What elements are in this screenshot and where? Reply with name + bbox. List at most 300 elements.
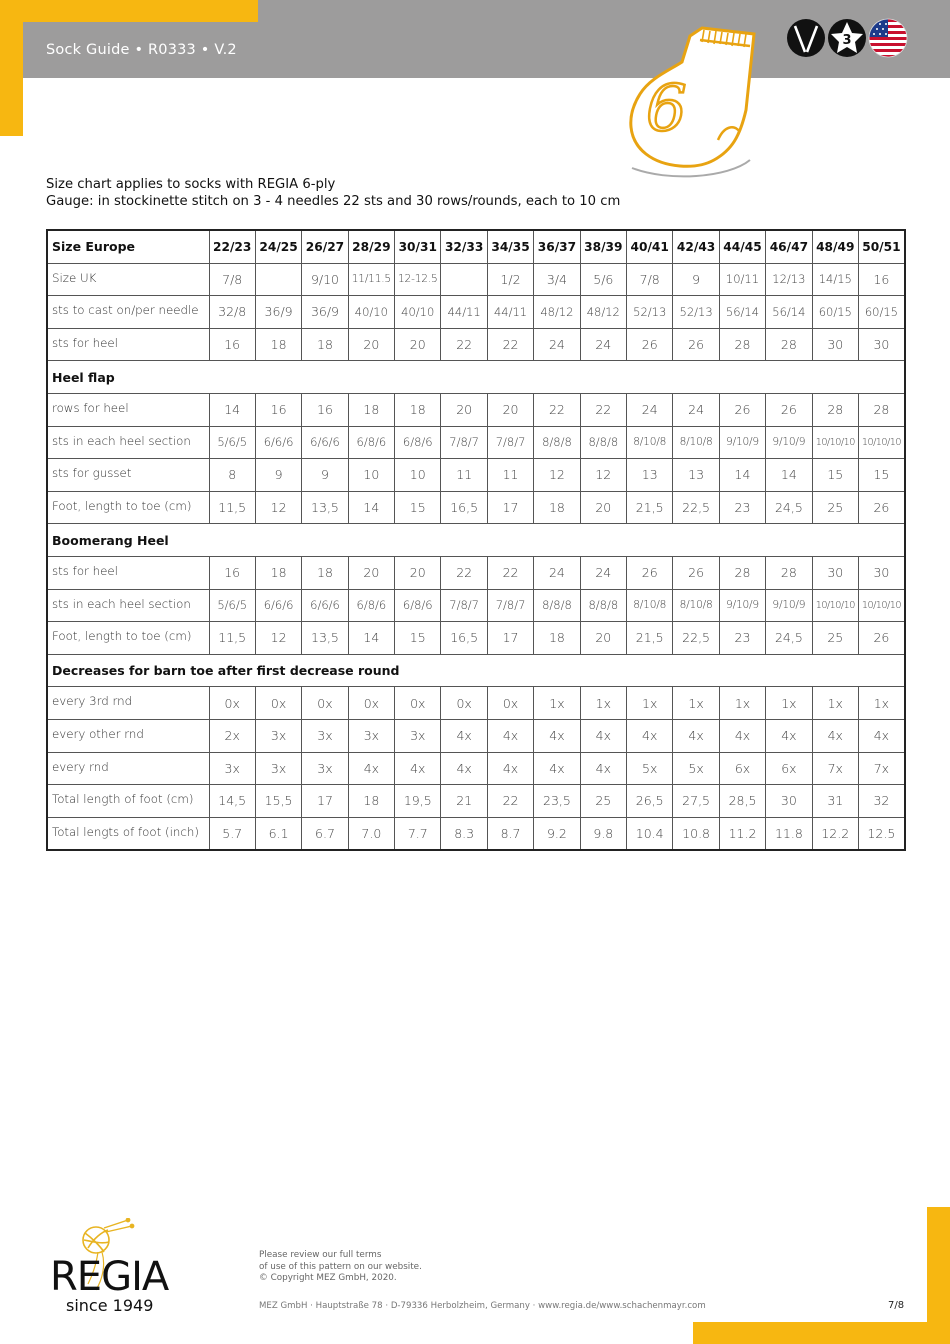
table-cell: 5.7 bbox=[209, 817, 255, 850]
size-header-cell: 46/47 bbox=[766, 230, 812, 263]
table-cell: 28,5 bbox=[719, 785, 765, 818]
table-cell: 1x bbox=[580, 687, 626, 720]
size-header-cell: 48/49 bbox=[812, 230, 858, 263]
table-cell: 20 bbox=[395, 556, 441, 589]
table-cell: 6x bbox=[719, 752, 765, 785]
yarn-weight-number: 6 bbox=[646, 72, 687, 146]
row-label: every rnd bbox=[47, 752, 209, 785]
section-title: Heel flap bbox=[47, 361, 905, 394]
table-cell: 4x bbox=[534, 719, 580, 752]
table-cell: 15 bbox=[395, 491, 441, 524]
table-cell: 27,5 bbox=[673, 785, 719, 818]
table-cell: 20 bbox=[348, 556, 394, 589]
table-cell: 6.1 bbox=[255, 817, 301, 850]
size-header-cell: 32/33 bbox=[441, 230, 487, 263]
table-cell: 26 bbox=[627, 328, 673, 361]
table-cell: 6/6/6 bbox=[302, 589, 348, 622]
table-cell: 26 bbox=[673, 328, 719, 361]
table-cell: 18 bbox=[348, 393, 394, 426]
table-cell: 56/14 bbox=[766, 296, 812, 329]
table-cell: 20 bbox=[580, 491, 626, 524]
table-cell: 22 bbox=[441, 328, 487, 361]
table-cell: 16 bbox=[302, 393, 348, 426]
table-cell: 30 bbox=[766, 785, 812, 818]
table-cell: 28 bbox=[719, 328, 765, 361]
table-cell: 22 bbox=[580, 393, 626, 426]
table-cell: 5x bbox=[627, 752, 673, 785]
table-cell: 16 bbox=[858, 263, 904, 296]
table-cell: 14/15 bbox=[812, 263, 858, 296]
difficulty-level: 3 bbox=[842, 33, 852, 48]
table-cell: 25 bbox=[812, 622, 858, 655]
document-title: Sock Guide • R0333 • V.2 bbox=[46, 42, 237, 58]
table-cell: 15 bbox=[395, 622, 441, 655]
row-label: Total length of foot (cm) bbox=[47, 785, 209, 818]
row-label: Size UK bbox=[47, 263, 209, 296]
table-cell: 60/15 bbox=[858, 296, 904, 329]
table-cell: 7x bbox=[812, 752, 858, 785]
table-cell: 7/8 bbox=[627, 263, 673, 296]
table-cell: 14 bbox=[719, 459, 765, 492]
table-cell: 5/6/5 bbox=[209, 589, 255, 622]
yellow-accent-top bbox=[0, 0, 258, 22]
table-cell: 4x bbox=[858, 719, 904, 752]
table-cell: 26 bbox=[858, 622, 904, 655]
table-cell: 30 bbox=[812, 556, 858, 589]
table-cell: 0x bbox=[395, 687, 441, 720]
table-cell: 0x bbox=[209, 687, 255, 720]
table-row bbox=[47, 752, 905, 785]
table-cell: 17 bbox=[302, 785, 348, 818]
table-cell: 15 bbox=[858, 459, 904, 492]
regia-logo bbox=[44, 1218, 184, 1316]
table-cell: 1x bbox=[719, 687, 765, 720]
table-cell: 22,5 bbox=[673, 622, 719, 655]
table-cell: 31 bbox=[812, 785, 858, 818]
table-cell: 4x bbox=[348, 752, 394, 785]
table-cell: 8/8/8 bbox=[534, 426, 580, 459]
table-cell: 1x bbox=[858, 687, 904, 720]
table-cell: 20 bbox=[395, 328, 441, 361]
table-cell: 9.8 bbox=[580, 817, 626, 850]
table-row bbox=[47, 426, 905, 459]
table-cell: 17 bbox=[487, 622, 533, 655]
table-row bbox=[47, 296, 905, 329]
table-cell: 11/11.5 bbox=[348, 263, 394, 296]
difficulty-star-icon bbox=[828, 19, 866, 57]
table-cell: 22 bbox=[534, 393, 580, 426]
table-cell: 4x bbox=[395, 752, 441, 785]
table-cell: 24 bbox=[534, 556, 580, 589]
table-row bbox=[47, 556, 905, 589]
table-cell: 4x bbox=[580, 719, 626, 752]
section-row bbox=[47, 524, 905, 557]
table-cell: 13,5 bbox=[302, 491, 348, 524]
table-cell: 11,5 bbox=[209, 491, 255, 524]
size-header-cell: 42/43 bbox=[673, 230, 719, 263]
table-cell: 4x bbox=[673, 719, 719, 752]
table-cell: 1x bbox=[812, 687, 858, 720]
table-cell: 8/8/8 bbox=[534, 589, 580, 622]
table-cell: 13 bbox=[627, 459, 673, 492]
table-cell: 9/10/9 bbox=[719, 426, 765, 459]
row-label: sts for heel bbox=[47, 328, 209, 361]
table-cell: 18 bbox=[255, 328, 301, 361]
table-cell: 28 bbox=[812, 393, 858, 426]
intro-text bbox=[46, 176, 620, 210]
size-header-cell: 24/25 bbox=[255, 230, 301, 263]
table-cell: 10/10/10 bbox=[812, 589, 858, 622]
table-row bbox=[47, 263, 905, 296]
table-cell: 32 bbox=[858, 785, 904, 818]
table-cell: 11.8 bbox=[766, 817, 812, 850]
table-cell: 23 bbox=[719, 491, 765, 524]
table-cell: 6.7 bbox=[302, 817, 348, 850]
table-cell: 7/8/7 bbox=[487, 589, 533, 622]
table-cell: 8/10/8 bbox=[673, 426, 719, 459]
table-cell: 19,5 bbox=[395, 785, 441, 818]
table-cell: 48/12 bbox=[580, 296, 626, 329]
table-cell: 3x bbox=[209, 752, 255, 785]
table-cell: 6/8/6 bbox=[348, 426, 394, 459]
row-label: sts in each heel section bbox=[47, 589, 209, 622]
table-row bbox=[47, 719, 905, 752]
table-cell: 4x bbox=[719, 719, 765, 752]
table-cell: 48/12 bbox=[534, 296, 580, 329]
table-cell: 1x bbox=[534, 687, 580, 720]
table-cell: 52/13 bbox=[627, 296, 673, 329]
table-cell: 28 bbox=[858, 393, 904, 426]
table-cell bbox=[255, 263, 301, 296]
table-cell: 3/4 bbox=[534, 263, 580, 296]
table-cell: 6/6/6 bbox=[255, 426, 301, 459]
table-cell: 9.2 bbox=[534, 817, 580, 850]
table-row bbox=[47, 622, 905, 655]
section-row bbox=[47, 654, 905, 687]
table-cell: 44/11 bbox=[487, 296, 533, 329]
table-cell: 20 bbox=[580, 622, 626, 655]
table-cell: 0x bbox=[441, 687, 487, 720]
table-cell: 3x bbox=[255, 719, 301, 752]
table-cell: 22,5 bbox=[673, 491, 719, 524]
table-cell: 12 bbox=[534, 459, 580, 492]
table-cell: 5/6 bbox=[580, 263, 626, 296]
table-cell: 7.7 bbox=[395, 817, 441, 850]
table-cell: 7/8/7 bbox=[441, 589, 487, 622]
table-cell: 3x bbox=[395, 719, 441, 752]
table-cell: 3x bbox=[255, 752, 301, 785]
table-cell: 16 bbox=[209, 556, 255, 589]
footer-copyright: © Copyright MEZ GmbH, 2020. bbox=[259, 1273, 397, 1283]
table-cell: 40/10 bbox=[395, 296, 441, 329]
table-cell: 18 bbox=[395, 393, 441, 426]
table-cell: 30 bbox=[858, 556, 904, 589]
table-cell: 17 bbox=[487, 491, 533, 524]
table-cell: 20 bbox=[348, 328, 394, 361]
brand-since: since 1949 bbox=[66, 1296, 154, 1315]
table-cell: 4x bbox=[487, 752, 533, 785]
table-cell: 14 bbox=[348, 491, 394, 524]
table-cell: 10.4 bbox=[627, 817, 673, 850]
size-header-cell: 28/29 bbox=[348, 230, 394, 263]
size-header-cell: 38/39 bbox=[580, 230, 626, 263]
table-cell: 12 bbox=[580, 459, 626, 492]
table-cell: 6x bbox=[766, 752, 812, 785]
table-cell: 9 bbox=[302, 459, 348, 492]
table-cell: 0x bbox=[255, 687, 301, 720]
table-cell: 23,5 bbox=[534, 785, 580, 818]
yellow-accent-bottom bbox=[693, 1322, 950, 1344]
size-header-cell: 22/23 bbox=[209, 230, 255, 263]
table-cell: 14,5 bbox=[209, 785, 255, 818]
row-label: sts for heel bbox=[47, 556, 209, 589]
row-label: Total lengts of foot (inch) bbox=[47, 817, 209, 850]
table-cell: 8/10/8 bbox=[627, 589, 673, 622]
table-cell: 16 bbox=[255, 393, 301, 426]
table-cell: 10/10/10 bbox=[858, 426, 904, 459]
table-cell: 3x bbox=[302, 752, 348, 785]
table-cell: 24,5 bbox=[766, 491, 812, 524]
table-cell: 7/8 bbox=[209, 263, 255, 296]
table-cell: 20 bbox=[487, 393, 533, 426]
table-cell: 4x bbox=[441, 752, 487, 785]
table-row bbox=[47, 687, 905, 720]
size-header-cell: 34/35 bbox=[487, 230, 533, 263]
table-cell: 15 bbox=[812, 459, 858, 492]
table-cell: 24 bbox=[580, 556, 626, 589]
size-header-cell: 50/51 bbox=[858, 230, 904, 263]
sock-yarn-weight-icon bbox=[618, 18, 768, 190]
table-cell: 4x bbox=[766, 719, 812, 752]
table-cell: 21,5 bbox=[627, 622, 673, 655]
header-icons bbox=[786, 18, 910, 60]
table-cell: 1x bbox=[766, 687, 812, 720]
table-cell: 3x bbox=[348, 719, 394, 752]
table-cell: 16,5 bbox=[441, 622, 487, 655]
table-cell: 23 bbox=[719, 622, 765, 655]
table-cell: 9/10/9 bbox=[766, 589, 812, 622]
table-cell: 60/15 bbox=[812, 296, 858, 329]
table-cell: 7.0 bbox=[348, 817, 394, 850]
row-label: every other rnd bbox=[47, 719, 209, 752]
table-cell: 10/11 bbox=[719, 263, 765, 296]
table-cell: 24,5 bbox=[766, 622, 812, 655]
table-cell: 26 bbox=[627, 556, 673, 589]
table-cell: 4x bbox=[812, 719, 858, 752]
row-label: sts for gusset bbox=[47, 459, 209, 492]
table-cell: 26,5 bbox=[627, 785, 673, 818]
table-cell: 44/11 bbox=[441, 296, 487, 329]
table-cell: 26 bbox=[858, 491, 904, 524]
table-cell: 21 bbox=[441, 785, 487, 818]
section-title: Boomerang Heel bbox=[47, 524, 905, 557]
row-label: Foot, length to toe (cm) bbox=[47, 491, 209, 524]
table-cell: 15,5 bbox=[255, 785, 301, 818]
table-cell: 18 bbox=[302, 328, 348, 361]
footer-address: MEZ GmbH · Hauptstraße 78 · D-79336 Herbolzheim, Germany · www.regia.de/www.schachenmayr.com bbox=[259, 1301, 706, 1311]
table-cell: 52/13 bbox=[673, 296, 719, 329]
table-cell: 16,5 bbox=[441, 491, 487, 524]
table-cell: 12.5 bbox=[858, 817, 904, 850]
table-cell: 8/10/8 bbox=[627, 426, 673, 459]
table-cell: 14 bbox=[209, 393, 255, 426]
table-cell: 30 bbox=[858, 328, 904, 361]
table-cell: 6/6/6 bbox=[302, 426, 348, 459]
table-cell: 13 bbox=[673, 459, 719, 492]
table-cell: 21,5 bbox=[627, 491, 673, 524]
table-cell: 11,5 bbox=[209, 622, 255, 655]
table-cell: 0x bbox=[348, 687, 394, 720]
table-row bbox=[47, 817, 905, 850]
row-label: rows for heel bbox=[47, 393, 209, 426]
table-cell: 18 bbox=[255, 556, 301, 589]
table-cell: 40/10 bbox=[348, 296, 394, 329]
table-cell: 2x bbox=[209, 719, 255, 752]
size-header-cell: 26/27 bbox=[302, 230, 348, 263]
table-cell: 12/13 bbox=[766, 263, 812, 296]
table-cell: 20 bbox=[441, 393, 487, 426]
table-cell: 7/8/7 bbox=[487, 426, 533, 459]
table-cell: 32/8 bbox=[209, 296, 255, 329]
table-row bbox=[47, 785, 905, 818]
table-cell: 24 bbox=[534, 328, 580, 361]
table-cell: 18 bbox=[534, 622, 580, 655]
table-cell: 24 bbox=[580, 328, 626, 361]
row-label: sts to cast on/per needle bbox=[47, 296, 209, 329]
table-cell: 5x bbox=[673, 752, 719, 785]
table-cell: 12-12.5 bbox=[395, 263, 441, 296]
table-cell: 28 bbox=[766, 556, 812, 589]
table-cell: 10/10/10 bbox=[812, 426, 858, 459]
table-cell: 9/10/9 bbox=[719, 589, 765, 622]
table-cell: 11 bbox=[441, 459, 487, 492]
table-cell: 7x bbox=[858, 752, 904, 785]
table-cell bbox=[441, 263, 487, 296]
table-cell: 8/8/8 bbox=[580, 589, 626, 622]
table-cell: 24 bbox=[673, 393, 719, 426]
us-flag-icon bbox=[869, 19, 907, 58]
table-cell: 25 bbox=[580, 785, 626, 818]
table-cell: 28 bbox=[766, 328, 812, 361]
table-cell: 12.2 bbox=[812, 817, 858, 850]
size-chart-table bbox=[46, 229, 906, 851]
table-row bbox=[47, 589, 905, 622]
footer-terms-note bbox=[259, 1250, 422, 1285]
table-cell: 8.7 bbox=[487, 817, 533, 850]
table-cell: 10 bbox=[395, 459, 441, 492]
table-cell: 7/8/7 bbox=[441, 426, 487, 459]
table-cell: 22 bbox=[487, 785, 533, 818]
table-cell: 18 bbox=[534, 491, 580, 524]
table-cell: 26 bbox=[719, 393, 765, 426]
size-header-cell: 30/31 bbox=[395, 230, 441, 263]
knitting-needles-icon bbox=[787, 19, 825, 57]
table-cell: 4x bbox=[580, 752, 626, 785]
table-cell: 11.2 bbox=[719, 817, 765, 850]
table-cell: 8/10/8 bbox=[673, 589, 719, 622]
table-cell: 18 bbox=[348, 785, 394, 818]
table-cell: 18 bbox=[302, 556, 348, 589]
table-cell: 12 bbox=[255, 622, 301, 655]
table-cell: 13,5 bbox=[302, 622, 348, 655]
table-cell: 14 bbox=[766, 459, 812, 492]
table-cell: 4x bbox=[627, 719, 673, 752]
table-cell: 9/10 bbox=[302, 263, 348, 296]
table-cell: 22 bbox=[441, 556, 487, 589]
table-cell: 9 bbox=[255, 459, 301, 492]
table-cell: 36/9 bbox=[255, 296, 301, 329]
size-header-cell: 40/41 bbox=[627, 230, 673, 263]
table-cell: 4x bbox=[487, 719, 533, 752]
table-cell: 4x bbox=[534, 752, 580, 785]
row-label: sts in each heel section bbox=[47, 426, 209, 459]
page-number: 7/8 bbox=[888, 1300, 905, 1311]
table-cell: 8/8/8 bbox=[580, 426, 626, 459]
table-cell: 0x bbox=[487, 687, 533, 720]
table-row bbox=[47, 328, 905, 361]
size-header-cell: 36/37 bbox=[534, 230, 580, 263]
table-cell: 25 bbox=[812, 491, 858, 524]
size-header-cell: 44/45 bbox=[719, 230, 765, 263]
table-cell: 10/10/10 bbox=[858, 589, 904, 622]
table-cell: 6/8/6 bbox=[348, 589, 394, 622]
table-cell: 8.3 bbox=[441, 817, 487, 850]
table-cell: 11 bbox=[487, 459, 533, 492]
table-row bbox=[47, 393, 905, 426]
table-cell: 36/9 bbox=[302, 296, 348, 329]
table-cell: 1x bbox=[673, 687, 719, 720]
table-header-row bbox=[47, 230, 905, 263]
table-cell: 0x bbox=[302, 687, 348, 720]
yellow-accent-right bbox=[927, 1207, 950, 1344]
intro-line-yarn: Size chart applies to socks with REGIA 6-ply bbox=[46, 177, 336, 192]
row-label: Foot, length to toe (cm) bbox=[47, 622, 209, 655]
table-cell: 12 bbox=[255, 491, 301, 524]
table-cell: 14 bbox=[348, 622, 394, 655]
footer-note-line: of use of this pattern on our website. bbox=[259, 1261, 422, 1272]
header-label: Size Europe bbox=[47, 230, 209, 263]
table-cell: 1x bbox=[627, 687, 673, 720]
section-row bbox=[47, 361, 905, 394]
table-cell: 6/8/6 bbox=[395, 426, 441, 459]
table-cell: 22 bbox=[487, 328, 533, 361]
table-cell: 6/8/6 bbox=[395, 589, 441, 622]
table-cell: 1/2 bbox=[487, 263, 533, 296]
table-row bbox=[47, 459, 905, 492]
table-cell: 28 bbox=[719, 556, 765, 589]
table-cell: 8 bbox=[209, 459, 255, 492]
table-cell: 22 bbox=[487, 556, 533, 589]
table-cell: 10 bbox=[348, 459, 394, 492]
section-title: Decreases for barn toe after first decrease round bbox=[47, 654, 905, 687]
table-cell: 30 bbox=[812, 328, 858, 361]
table-cell: 3x bbox=[302, 719, 348, 752]
table-cell: 26 bbox=[673, 556, 719, 589]
table-cell: 6/6/6 bbox=[255, 589, 301, 622]
table-row bbox=[47, 491, 905, 524]
table-cell: 5/6/5 bbox=[209, 426, 255, 459]
row-label: every 3rd rnd bbox=[47, 687, 209, 720]
table-cell: 9/10/9 bbox=[766, 426, 812, 459]
footer-note-line: Please review our full terms bbox=[259, 1250, 382, 1260]
table-cell: 10.8 bbox=[673, 817, 719, 850]
table-cell: 26 bbox=[766, 393, 812, 426]
intro-line-gauge: Gauge: in stockinette stitch on 3 - 4 needles 22 sts and 30 rows/rounds, each to 10 cm bbox=[46, 194, 621, 209]
yellow-accent-left bbox=[0, 0, 23, 136]
table-cell: 16 bbox=[209, 328, 255, 361]
table-cell: 24 bbox=[627, 393, 673, 426]
table-cell: 56/14 bbox=[719, 296, 765, 329]
